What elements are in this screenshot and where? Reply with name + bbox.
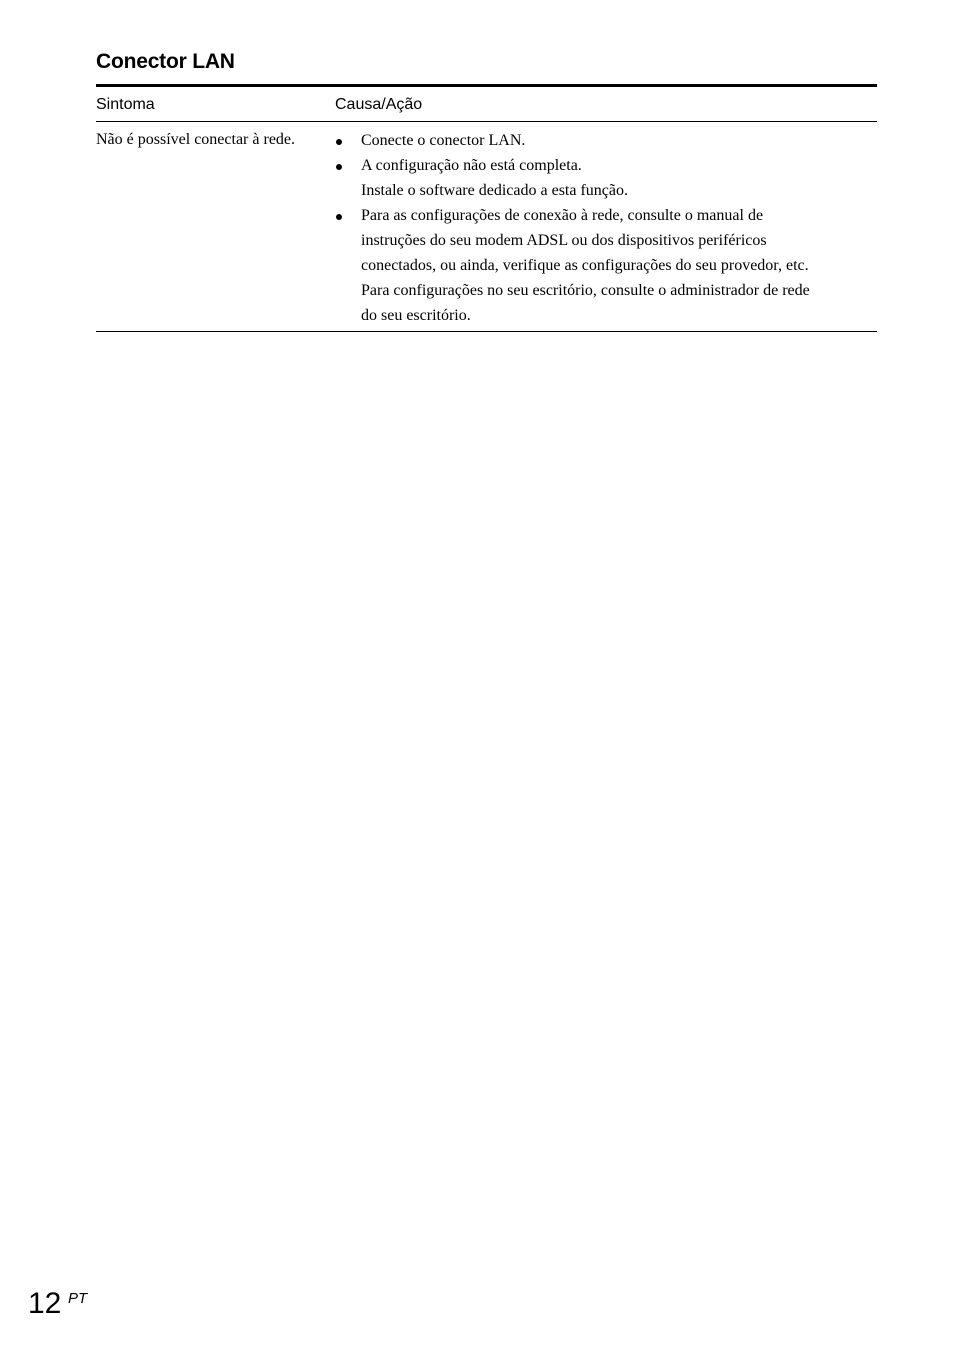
symptom-cell: Não é possível conectar à rede. — [96, 131, 296, 148]
page-number: 12 — [28, 1287, 62, 1320]
section-title: Conector LAN — [96, 50, 235, 73]
cause-line: instruções do seu modem ADSL ou dos dispositivos periféricos — [361, 232, 767, 249]
cause-line: do seu escritório. — [361, 307, 471, 324]
cause-line: Instale o software dedicado a esta função. — [361, 182, 628, 199]
bullet-icon — [336, 139, 342, 145]
cause-line: conectados, ou ainda, verifique as configurações do seu provedor, etc. — [361, 257, 809, 274]
cause-line: A configuração não está completa. — [361, 157, 582, 174]
cause-line: Para as configurações de conexão à rede, consulte o manual de — [361, 207, 764, 224]
cause-item — [335, 128, 877, 153]
symptom-column-header: Sintoma — [96, 96, 155, 113]
cause-item — [335, 203, 877, 328]
cause-line: Para configurações no seu escritório, consulte o administrador de rede — [361, 282, 810, 299]
title-divider — [96, 84, 877, 87]
cause-list — [335, 128, 877, 328]
bullet-icon — [336, 164, 342, 170]
cause-column-header: Causa/Ação — [335, 96, 423, 113]
table-bottom-divider — [96, 331, 877, 332]
bullet-icon — [336, 214, 342, 220]
header-divider — [96, 121, 877, 122]
cause-item — [335, 153, 877, 203]
table-header — [96, 93, 877, 117]
page-language-code: PT — [68, 1290, 88, 1307]
cause-line: Conecte o conector LAN. — [361, 132, 526, 149]
